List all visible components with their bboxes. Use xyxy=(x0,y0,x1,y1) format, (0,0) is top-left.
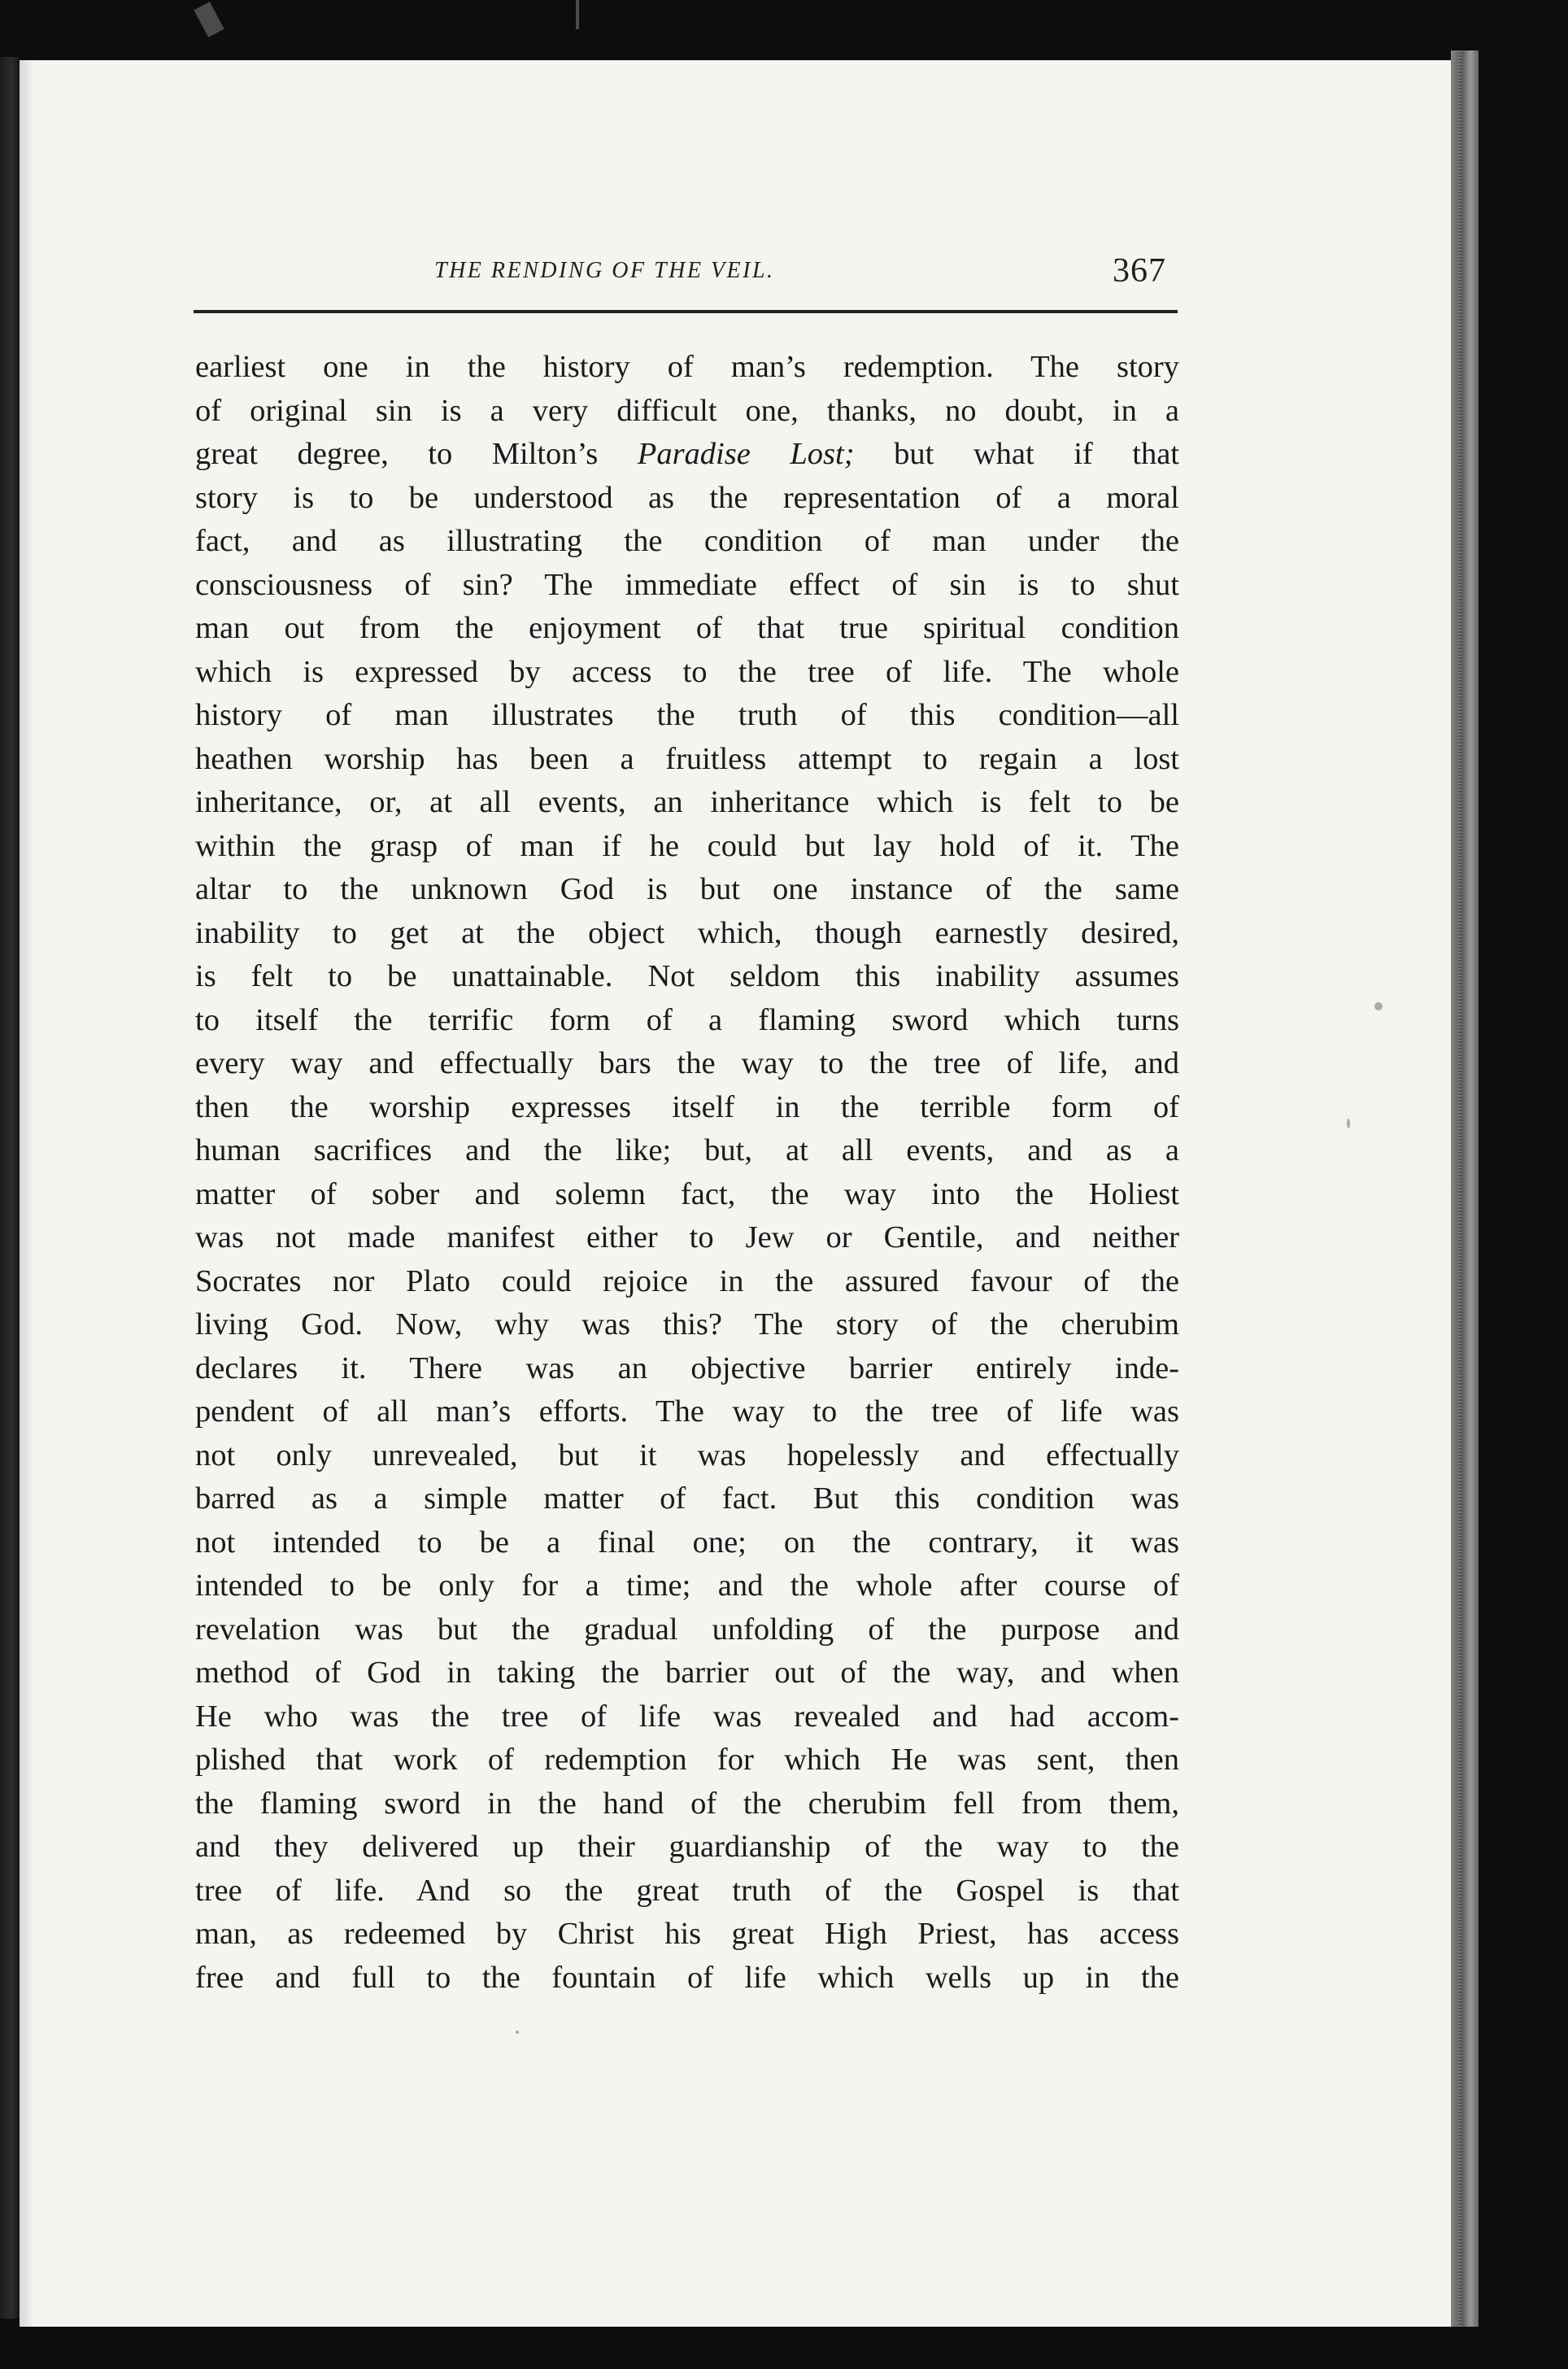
page-gutter-shadow xyxy=(20,60,34,2327)
text-line: pendent of all man’s efforts. The way to the tree of life was xyxy=(195,1394,1179,1429)
text-line: not only unrevealed, but it was hopelessly and effectually xyxy=(195,1438,1179,1472)
text-line: Socrates nor Plato could rejoice in the assured favour of the xyxy=(195,1263,1179,1298)
running-head: THE RENDING OF THE VEIL. xyxy=(434,258,775,283)
text-line: to itself the terrific form of a flaming sword which turns xyxy=(195,1002,1179,1037)
page-side-edge xyxy=(1451,50,1479,2327)
text-line: intended to be only for a time; and the whole after course of xyxy=(195,1568,1179,1603)
text-line: then the worship expresses itself in the terrible form of xyxy=(195,1089,1179,1124)
text-line: barred as a simple matter of fact. But this condition was xyxy=(195,1481,1179,1516)
text-line: inheritance, or, at all events, an inheritance which is felt to be xyxy=(195,785,1179,819)
book-binding-edge xyxy=(0,57,20,2319)
text-line: declares it. There was an objective barrier entirely inde- xyxy=(195,1350,1179,1385)
text-line: man, as redeemed by Christ his great High Priest, has access xyxy=(195,1917,1179,1951)
text-line: history of man illustrates the truth of this condition—all xyxy=(195,698,1179,732)
page-number: 367 xyxy=(1113,252,1166,290)
text-line: matter of sober and solemn fact, the way into the Holiest xyxy=(195,1176,1179,1211)
text-line: of original sin is a very difficult one, thanks, no doubt, in a xyxy=(195,393,1179,428)
text-line: great degree, to Milton’s Paradise Lost; but what if that xyxy=(195,437,1179,471)
text-line: the flaming sword in the hand of the cherubim fell from them, xyxy=(195,1786,1179,1821)
text-line: free and full to the fountain of life which wells up in the xyxy=(195,1960,1179,1995)
scan-mark-top-center xyxy=(576,0,579,29)
text-line: revelation was but the gradual unfolding of the purpose and xyxy=(195,1612,1179,1647)
text-line: was not made manifest either to Jew or Gentile, and neither xyxy=(195,1220,1179,1254)
text-line: heathen worship has been a fruitless attempt to regain a lost xyxy=(195,741,1179,776)
text-line: man out from the enjoyment of that true spiritual condition xyxy=(195,611,1179,645)
text-line: method of God in taking the barrier out of the way, and when xyxy=(195,1656,1179,1690)
text-line: not intended to be a final one; on the contrary, it was xyxy=(195,1525,1179,1560)
text-line: consciousness of sin? The immediate effect of sin is to shut xyxy=(195,567,1179,602)
text-line: inability to get at the object which, though earnestly desired, xyxy=(195,915,1179,950)
text-line: every way and effectually bars the way to the tree of life, and xyxy=(195,1046,1179,1080)
text-line: and they delivered up their guardianship of the way to the xyxy=(195,1830,1179,1864)
text-line: is felt to be unattainable. Not seldom this inability assumes xyxy=(195,959,1179,993)
text-line: earliest one in the history of man’s redemption. The story xyxy=(195,350,1179,384)
text-line: story is to be understood as the representation of a moral xyxy=(195,480,1179,515)
text-line: tree of life. And so the great truth of the Gospel is that xyxy=(195,1873,1179,1908)
book-title-italic: Paradise Lost; xyxy=(637,437,855,471)
page-header xyxy=(194,252,1178,308)
text-line: fact, and as illustrating the condition of man under the xyxy=(195,524,1179,558)
page-speck xyxy=(1374,1002,1383,1010)
body-text xyxy=(195,346,1179,2000)
text-line: which is expressed by access to the tree of life. The whole xyxy=(195,654,1179,689)
text-line: He who was the tree of life was revealed and had accom- xyxy=(195,1699,1179,1734)
text-line: living God. Now, why was this? The story of the cherubim xyxy=(195,1307,1179,1342)
text-line: plished that work of redemption for which He was sent, then xyxy=(195,1743,1179,1777)
text-line: within the grasp of man if he could but lay hold of it. The xyxy=(195,828,1179,863)
text-line: human sacrifices and the like; but, at all events, and as a xyxy=(195,1133,1179,1167)
page-speck xyxy=(516,2031,519,2034)
text-line: altar to the unknown God is but one instance of the same xyxy=(195,872,1179,906)
header-rule xyxy=(194,310,1178,313)
page-speck xyxy=(1347,1119,1350,1128)
